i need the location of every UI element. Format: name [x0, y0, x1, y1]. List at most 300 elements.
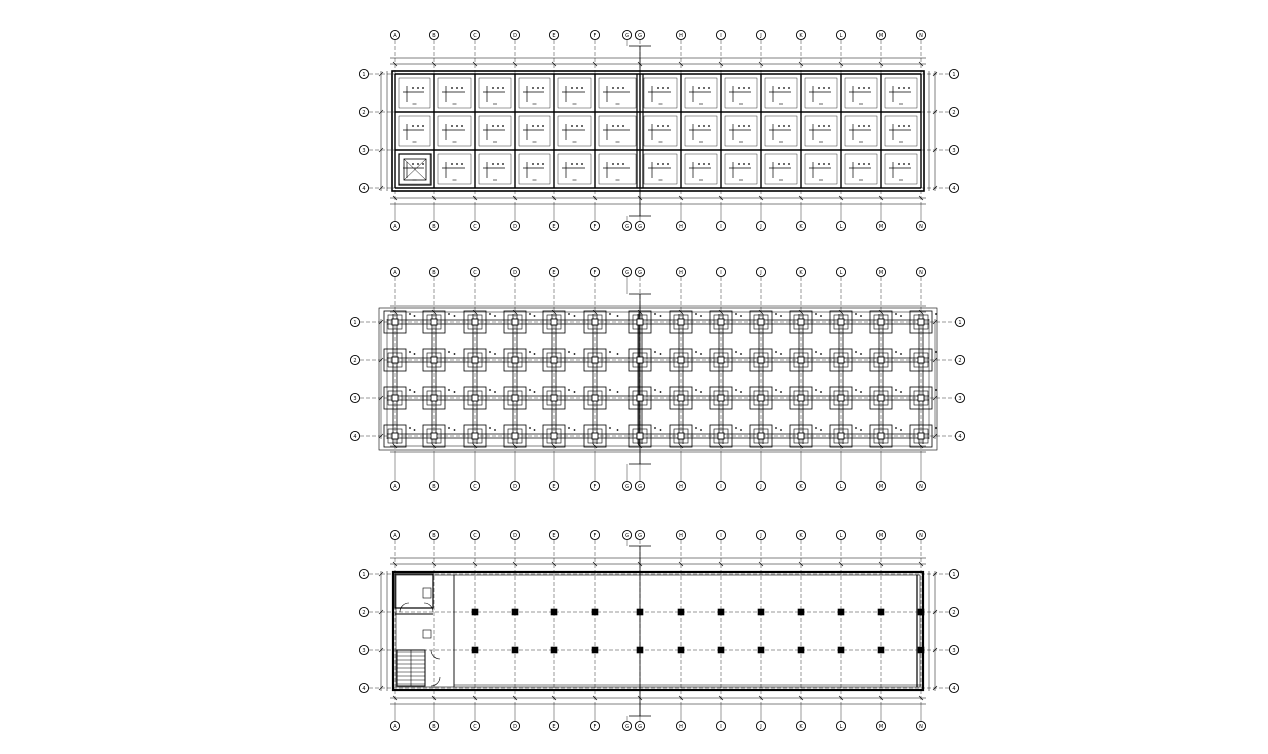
- column-grid-bubble-top: [796, 30, 805, 39]
- grid-bubble-label: D: [513, 32, 517, 39]
- grid-bubble-label: C: [473, 223, 477, 230]
- rebar-mark-dot: [412, 163, 414, 165]
- slab-panel-inner: [685, 116, 717, 146]
- rebar-mark-dot: [823, 87, 825, 89]
- rebar-mark-dot: [537, 125, 539, 127]
- isolated-footing: [750, 311, 777, 333]
- grid-bubble-label: H: [679, 269, 683, 276]
- grid-bubble-label: 1: [353, 319, 357, 326]
- grid-bubble-label: G: [638, 32, 642, 39]
- grid-bubble-label: H: [679, 532, 683, 539]
- footing-column-stub: [838, 395, 844, 401]
- footing-mark-dot: [775, 313, 777, 315]
- grid-bubble-label: I: [720, 223, 722, 230]
- column-grid-bubble-top: [510, 30, 519, 39]
- grid-bubble-label: 3: [952, 647, 956, 654]
- beam-mark-dot: [414, 315, 416, 317]
- rebar-mark-dot: [748, 125, 750, 127]
- grid-bubble-label: 2: [952, 609, 956, 616]
- rebar-mark-dot: [422, 125, 424, 127]
- footing-column-stub: [678, 395, 684, 401]
- grid-bubble-label: E: [552, 532, 556, 539]
- rebar-mark-dot: [461, 163, 463, 165]
- slab-panel-inner: [725, 78, 757, 108]
- slab-panel-inner: [765, 78, 797, 108]
- isolated-footing: [870, 311, 897, 333]
- rebar-mark-dot: [778, 87, 780, 89]
- beam-mark-dot: [700, 429, 702, 431]
- footing-column-stub: [392, 319, 398, 325]
- beam-mark-dot: [617, 315, 619, 317]
- grid-bubble-label: L: [839, 723, 843, 730]
- isolated-footing: [870, 425, 897, 447]
- rebar-mark-dot: [502, 125, 504, 127]
- grid-bubble-label: G: [625, 483, 629, 490]
- column-grid-bubble-bottom: [510, 721, 519, 730]
- grid-bubble-label: A: [393, 532, 397, 539]
- column-grid-bubble-top: [549, 530, 558, 539]
- grid-bubble-label: D: [513, 269, 517, 276]
- rebar-mark-dot: [667, 125, 669, 127]
- footing-column-stub: [472, 395, 478, 401]
- rebar-mark-dot: [823, 125, 825, 127]
- footing-mark-dot: [409, 351, 411, 353]
- column-grid-bubble-bottom: [676, 481, 685, 490]
- rebar-mark-dot: [738, 125, 740, 127]
- grid-bubble-label: 4: [362, 685, 366, 692]
- grid-bubble-label: G: [625, 532, 629, 539]
- column-grid-bubble-bottom: [510, 221, 519, 230]
- floor-column: [592, 609, 598, 615]
- slab-panel-inner: [599, 154, 636, 184]
- slab-panel-inner: [805, 78, 837, 108]
- footing-column-stub: [551, 395, 557, 401]
- grid-bubble-label: N: [919, 269, 923, 276]
- row-grid-bubble-left: [359, 607, 368, 616]
- grid-bubble-label: J: [760, 723, 762, 730]
- foundation-boundary: [379, 308, 937, 450]
- footing-mark-dot: [855, 389, 857, 391]
- isolated-footing: [384, 387, 411, 409]
- footing-column-stub: [637, 357, 643, 363]
- rebar-mark-dot: [497, 87, 499, 89]
- column-grid-bubble-top: [429, 267, 438, 276]
- footing-mark-dot: [815, 427, 817, 429]
- rebar-mark-dot: [743, 125, 745, 127]
- column-grid-bubble-bottom: [836, 721, 845, 730]
- rebar-mark-dot: [783, 87, 785, 89]
- slab-panel-inner: [519, 78, 550, 108]
- footing-mark-dot: [409, 389, 411, 391]
- footing-column-stub: [918, 319, 924, 325]
- slab-reinforcement-plan: [359, 30, 958, 230]
- footing-column-stub: [758, 433, 764, 439]
- grid-bubble-label: K: [799, 532, 803, 539]
- column-grid-bubble-bottom: [876, 221, 885, 230]
- foundation-footing-plan: [350, 267, 964, 490]
- row-grid-bubble-right: [949, 607, 958, 616]
- column-grid-bubble-top: [590, 530, 599, 539]
- rebar-mark-dot: [576, 125, 578, 127]
- column-grid-bubble-top: [635, 530, 644, 539]
- grid-bubble-label: G: [638, 532, 642, 539]
- slab-panel-inner: [885, 116, 917, 146]
- footing-mark-dot: [489, 313, 491, 315]
- slab-panel-inner: [438, 154, 471, 184]
- rebar-mark-dot: [823, 163, 825, 165]
- grid-bubble-label: C: [473, 269, 477, 276]
- grid-bubble-label: H: [679, 32, 683, 39]
- column-grid-bubble-top: [429, 530, 438, 539]
- beam-mark-dot: [700, 353, 702, 355]
- rebar-mark-dot: [743, 163, 745, 165]
- footing-column-stub: [838, 319, 844, 325]
- isolated-footing: [384, 425, 411, 447]
- rebar-mark-dot: [778, 125, 780, 127]
- rebar-mark-dot: [708, 87, 710, 89]
- rebar-mark-dot: [788, 163, 790, 165]
- beam-mark-dot: [494, 429, 496, 431]
- footing-column-stub: [392, 357, 398, 363]
- footing-column-stub: [838, 433, 844, 439]
- grid-bubble-label: G: [638, 269, 642, 276]
- rebar-mark-dot: [778, 163, 780, 165]
- slab-panel-inner: [399, 116, 430, 146]
- slab-outline: [392, 71, 924, 191]
- rebar-mark-dot: [708, 163, 710, 165]
- grid-bubble-label: I: [720, 32, 722, 39]
- footing-column-stub: [918, 433, 924, 439]
- rebar-mark-dot: [617, 163, 619, 165]
- isolated-footing: [504, 425, 531, 447]
- footing-column-stub: [637, 433, 643, 439]
- grid-bubble-label: A: [393, 723, 397, 730]
- grid-bubble-label: L: [839, 532, 843, 539]
- grid-bubble-label: L: [839, 269, 843, 276]
- grid-bubble-label: M: [878, 723, 884, 730]
- footing-mark-dot: [855, 427, 857, 429]
- rebar-mark-dot: [581, 125, 583, 127]
- column-grid-bubble-top: [716, 267, 725, 276]
- footing-column-stub: [718, 357, 724, 363]
- floor-column: [678, 609, 684, 615]
- footing-column-stub: [431, 357, 437, 363]
- rebar-mark-dot: [783, 125, 785, 127]
- row-grid-bubble-left: [350, 431, 359, 440]
- beam-mark-dot: [820, 315, 822, 317]
- row-grid-bubble-left: [350, 393, 359, 402]
- beam-mark-dot: [574, 429, 576, 431]
- slab-panel-inner: [399, 78, 430, 108]
- beam-mark-dot: [617, 429, 619, 431]
- column-grid-bubble-bottom: [590, 721, 599, 730]
- beam-mark-dot: [740, 429, 742, 431]
- isolated-footing: [384, 349, 411, 371]
- column-grid-bubble-bottom: [876, 481, 885, 490]
- rebar-mark-dot: [657, 163, 659, 165]
- isolated-footing: [870, 387, 897, 409]
- beam-mark-dot: [574, 353, 576, 355]
- column-grid-bubble-top: [756, 267, 765, 276]
- joint-grid-bubble-top: [622, 530, 631, 539]
- column-grid-bubble-top: [390, 530, 399, 539]
- footing-mark-dot: [735, 351, 737, 353]
- floor-column: [592, 647, 598, 653]
- grid-bubble-label: H: [679, 223, 683, 230]
- grid-bubble-label: K: [799, 32, 803, 39]
- footing-column-stub: [472, 433, 478, 439]
- beam-mark-dot: [454, 353, 456, 355]
- rebar-mark-dot: [581, 87, 583, 89]
- footing-mark-dot: [695, 427, 697, 429]
- beam-mark-dot: [534, 315, 536, 317]
- row-grid-bubble-left: [359, 683, 368, 692]
- row-grid-bubble-right: [955, 431, 964, 440]
- rebar-mark-dot: [612, 87, 614, 89]
- footing-column-stub: [392, 395, 398, 401]
- column-grid-bubble-top: [549, 30, 558, 39]
- footing-mark-dot: [935, 427, 937, 429]
- row-grid-bubble-left: [359, 107, 368, 116]
- footing-column-stub: [551, 319, 557, 325]
- grid-bubble-label: 2: [952, 109, 956, 116]
- rebar-mark-dot: [451, 125, 453, 127]
- rebar-mark-dot: [667, 163, 669, 165]
- rebar-mark-dot: [908, 125, 910, 127]
- column-grid-bubble-bottom: [756, 481, 765, 490]
- grid-bubble-label: L: [839, 223, 843, 230]
- footing-mark-dot: [448, 389, 450, 391]
- footing-mark-dot: [895, 313, 897, 315]
- rebar-mark-dot: [571, 163, 573, 165]
- footing-column-stub: [512, 357, 518, 363]
- rebar-mark-dot: [502, 163, 504, 165]
- grid-bubble-label: M: [878, 269, 884, 276]
- column-grid-bubble-bottom: [716, 481, 725, 490]
- rebar-mark-dot: [532, 125, 534, 127]
- column-grid-bubble-top: [590, 30, 599, 39]
- rebar-mark-dot: [571, 125, 573, 127]
- column-grid-bubble-bottom: [756, 721, 765, 730]
- column-grid-bubble-top: [470, 267, 479, 276]
- grid-bubble-label: B: [432, 723, 436, 730]
- beam-mark-dot: [860, 391, 862, 393]
- grid-bubble-label: 2: [362, 609, 366, 616]
- footing-column-stub: [798, 433, 804, 439]
- footing-mark-dot: [775, 427, 777, 429]
- footing-mark-dot: [775, 351, 777, 353]
- beam-mark-dot: [900, 315, 902, 317]
- footing-column-stub: [758, 357, 764, 363]
- rebar-mark-dot: [612, 125, 614, 127]
- grid-bubble-label: H: [679, 483, 683, 490]
- rebar-mark-dot: [612, 163, 614, 165]
- beam-mark-dot: [660, 353, 662, 355]
- grid-bubble-label: F: [593, 723, 597, 730]
- grid-bubble-label: J: [760, 532, 762, 539]
- rebar-mark-dot: [456, 163, 458, 165]
- row-grid-bubble-right: [949, 69, 958, 78]
- rebar-mark-dot: [738, 87, 740, 89]
- grid-bubble-label: J: [760, 269, 762, 276]
- rebar-mark-dot: [412, 125, 414, 127]
- footing-column-stub: [512, 395, 518, 401]
- floor-column: [878, 609, 884, 615]
- floor-column: [678, 647, 684, 653]
- beam-mark-dot: [820, 429, 822, 431]
- column-grid-bubble-top: [796, 530, 805, 539]
- rebar-mark-dot: [703, 163, 705, 165]
- beam-mark-dot: [740, 315, 742, 317]
- footing-column-stub: [512, 319, 518, 325]
- slab-panel-inner: [479, 116, 511, 146]
- row-grid-bubble-right: [955, 317, 964, 326]
- footing-column-stub: [431, 319, 437, 325]
- slab-panel-inner: [644, 78, 677, 108]
- ground-floor-plan: [359, 530, 958, 730]
- footing-mark-dot: [448, 313, 450, 315]
- column-grid-bubble-bottom: [549, 221, 558, 230]
- grid-bubble-label: 4: [952, 685, 956, 692]
- beam-mark-dot: [660, 429, 662, 431]
- grid-bubble-label: 2: [958, 357, 962, 364]
- grid-bubble-label: 4: [952, 185, 956, 192]
- rebar-mark-dot: [417, 87, 419, 89]
- footing-mark-dot: [529, 389, 531, 391]
- grid-bubble-label: C: [473, 32, 477, 39]
- column-grid-bubble-bottom: [676, 721, 685, 730]
- rebar-mark-dot: [903, 125, 905, 127]
- beam-mark-dot: [900, 353, 902, 355]
- rebar-mark-dot: [858, 163, 860, 165]
- row-grid-bubble-right: [949, 569, 958, 578]
- floor-column: [758, 609, 764, 615]
- beam-mark-dot: [780, 391, 782, 393]
- rebar-mark-dot: [662, 163, 664, 165]
- floor-column: [551, 647, 557, 653]
- footing-column-stub: [592, 319, 598, 325]
- column-grid-bubble-top: [676, 267, 685, 276]
- floor-column: [551, 609, 557, 615]
- rebar-mark-dot: [863, 163, 865, 165]
- floor-column: [718, 647, 724, 653]
- footing-mark-dot: [935, 389, 937, 391]
- joint-grid-bubble-bottom: [622, 481, 631, 490]
- row-grid-bubble-left: [359, 569, 368, 578]
- beam-mark-dot: [740, 391, 742, 393]
- floor-column: [918, 609, 924, 615]
- grid-bubble-label: G: [625, 269, 629, 276]
- column-grid-bubble-bottom: [836, 221, 845, 230]
- row-grid-bubble-right: [955, 393, 964, 402]
- slab-panel-inner: [725, 116, 757, 146]
- row-grid-bubble-right: [949, 183, 958, 192]
- rebar-mark-dot: [492, 87, 494, 89]
- slab-panel-inner: [805, 116, 837, 146]
- beam-mark-dot: [414, 353, 416, 355]
- rebar-mark-dot: [451, 87, 453, 89]
- grid-bubble-label: G: [638, 483, 642, 490]
- isolated-footing: [870, 349, 897, 371]
- beam-mark-dot: [414, 391, 416, 393]
- footing-mark-dot: [448, 351, 450, 353]
- rebar-mark-dot: [818, 163, 820, 165]
- row-grid-bubble-right: [949, 107, 958, 116]
- footing-mark-dot: [409, 313, 411, 315]
- slab-panel-inner: [438, 116, 471, 146]
- beam-mark-dot: [780, 353, 782, 355]
- column-grid-bubble-top: [716, 530, 725, 539]
- rebar-mark-dot: [863, 125, 865, 127]
- grid-bubble-label: F: [593, 269, 597, 276]
- column-grid-bubble-bottom: [549, 721, 558, 730]
- column-grid-bubble-bottom: [635, 221, 644, 230]
- footing-mark-dot: [895, 351, 897, 353]
- footing-mark-dot: [895, 389, 897, 391]
- footing-mark-dot: [529, 351, 531, 353]
- floor-column: [472, 609, 478, 615]
- column-grid-bubble-top: [716, 30, 725, 39]
- grid-bubble-label: 3: [958, 395, 962, 402]
- rebar-mark-dot: [698, 163, 700, 165]
- footing-mark-dot: [735, 427, 737, 429]
- beam-mark-dot: [494, 353, 496, 355]
- beam-mark-dot: [534, 429, 536, 431]
- rebar-mark-dot: [783, 163, 785, 165]
- grid-bubble-label: 2: [353, 357, 357, 364]
- isolated-footing: [504, 349, 531, 371]
- footing-column-stub: [798, 357, 804, 363]
- grid-bubble-label: E: [552, 269, 556, 276]
- grid-bubble-label: 3: [362, 147, 366, 154]
- grid-bubble-label: G: [625, 223, 629, 230]
- footing-mark-dot: [529, 313, 531, 315]
- grid-bubble-label: I: [720, 532, 722, 539]
- footing-mark-dot: [609, 313, 611, 315]
- grid-bubble-label: C: [473, 532, 477, 539]
- column-grid-bubble-top: [510, 267, 519, 276]
- rebar-mark-dot: [858, 87, 860, 89]
- wash-fixture: [423, 630, 431, 638]
- footing-column-stub: [678, 319, 684, 325]
- isolated-footing: [384, 311, 411, 333]
- joint-grid-bubble-top: [622, 267, 631, 276]
- rebar-mark-dot: [908, 163, 910, 165]
- column-grid-bubble-bottom: [876, 721, 885, 730]
- rebar-mark-dot: [898, 125, 900, 127]
- rebar-mark-dot: [743, 87, 745, 89]
- grid-bubble-label: K: [799, 269, 803, 276]
- rebar-mark-dot: [417, 163, 419, 165]
- slab-panel-inner: [725, 154, 757, 184]
- column-grid-bubble-top: [796, 267, 805, 276]
- column-grid-bubble-bottom: [429, 481, 438, 490]
- grid-bubble-label: B: [432, 269, 436, 276]
- joint-grid-bubble-top: [622, 30, 631, 39]
- footing-mark-dot: [568, 313, 570, 315]
- column-grid-bubble-top: [756, 530, 765, 539]
- rebar-mark-dot: [748, 163, 750, 165]
- isolated-footing: [750, 349, 777, 371]
- grid-bubble-label: 4: [362, 185, 366, 192]
- rebar-mark-dot: [828, 125, 830, 127]
- rebar-mark-dot: [788, 87, 790, 89]
- rebar-mark-dot: [497, 125, 499, 127]
- footing-column-stub: [718, 319, 724, 325]
- column-grid-bubble-top: [390, 267, 399, 276]
- floor-column: [838, 647, 844, 653]
- footing-column-stub: [798, 319, 804, 325]
